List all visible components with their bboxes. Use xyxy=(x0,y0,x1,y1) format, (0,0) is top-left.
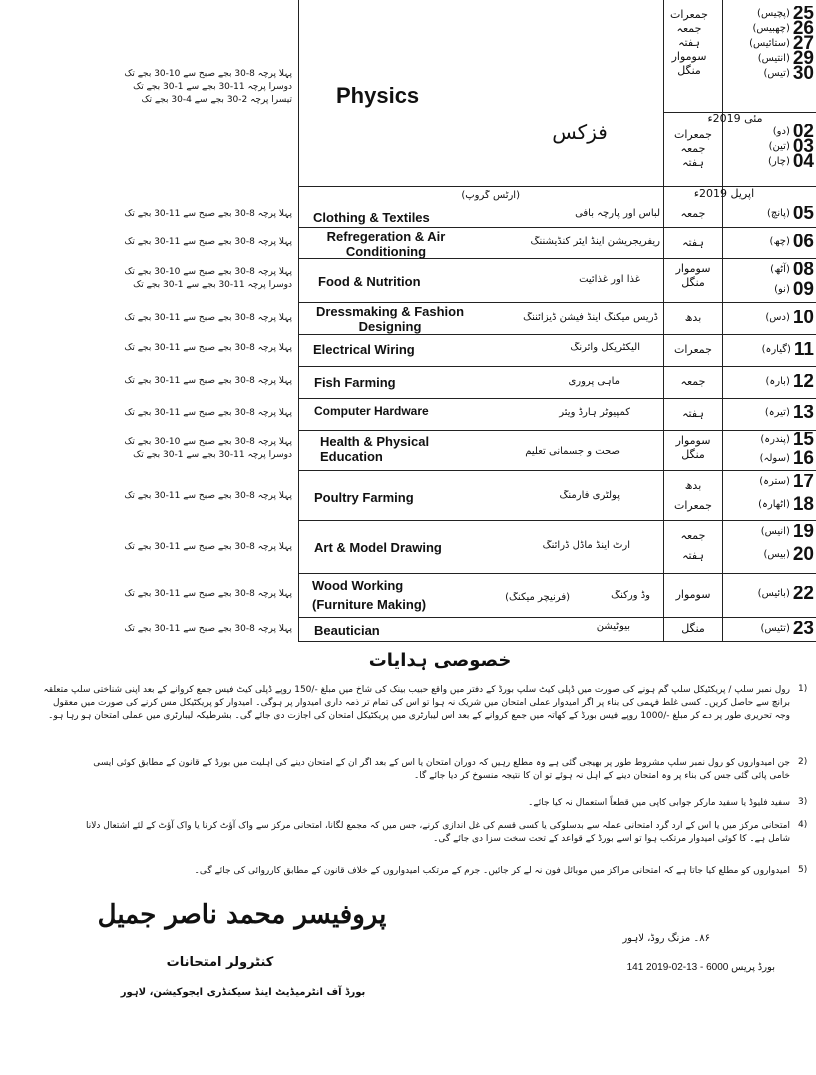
subject-en: Health & Physical Education xyxy=(320,434,430,464)
weekday: منگل xyxy=(677,64,701,77)
row-timing: پہلا پرچہ 8-30 بجے صبح سے 11-30 بجے تک xyxy=(124,589,292,599)
date-row xyxy=(722,374,814,389)
signatory-title: کنٹرولر امتحانات xyxy=(166,955,274,970)
row-timing: پہلا پرچہ 8-30 بجے صبح سے 11-30 بجے تک xyxy=(124,237,292,247)
subject-ur-note: (آرٹس گروپ) xyxy=(461,190,520,201)
row-timing: پہلا پرچہ 8-30 بجے صبح سے 11-30 بجے تک xyxy=(124,624,292,634)
date-word: (دو) xyxy=(772,126,790,137)
date-row xyxy=(722,278,814,297)
date-row xyxy=(722,621,814,636)
subject-en: Electrical Wiring xyxy=(313,342,415,357)
date-number: 26 xyxy=(792,17,814,39)
date-word: (انتیس) xyxy=(757,53,790,64)
date-number: 02 xyxy=(792,124,814,142)
row-timings xyxy=(60,266,292,292)
date-word: (چار) xyxy=(767,156,790,167)
date-row xyxy=(722,206,814,221)
subject-ur-note: (فرنیچر میکنگ) xyxy=(505,592,570,603)
weekday: ہفتہ xyxy=(678,36,700,49)
subject-en: Clothing & Textiles xyxy=(313,210,430,225)
date-pair xyxy=(722,262,814,297)
weekday: جمعرات xyxy=(674,343,712,356)
date-word: (آٹھ) xyxy=(770,264,790,275)
weekday: جمعہ xyxy=(680,375,706,388)
date-word: (پانچ) xyxy=(766,208,790,219)
date-number: 05 xyxy=(792,206,814,221)
row-timing: پہلا پرچہ 8-30 بجے صبح سے 11-30 بجے تک xyxy=(124,491,292,501)
date-word: (سترہ) xyxy=(759,476,790,487)
date-number: 19 xyxy=(792,524,814,542)
weekday: بدھ جمعرات xyxy=(674,479,712,512)
row-timings xyxy=(60,436,292,462)
time-paper-3: تیسرا پرچہ 2-30 بجے سے 4-30 بجے تک xyxy=(141,95,292,105)
weekday: جمعہ xyxy=(680,207,706,220)
physics-april-days xyxy=(664,8,714,78)
date-row xyxy=(722,405,814,420)
time-paper-2: دوسرا پرچہ 11-30 بجے سے 1-30 بجے تک xyxy=(133,280,292,290)
date-number: 30 xyxy=(792,62,814,81)
weekday: منگل xyxy=(681,622,705,635)
row-timing: پہلا پرچہ 8-30 بجے صبح سے 11-30 بجے تک xyxy=(124,313,292,323)
date-number: 23 xyxy=(792,621,814,636)
subject-ur: ماہی پروری xyxy=(568,376,620,387)
row-timing: پہلا پرچہ 8-30 بجے صبح سے 11-30 بجے تک xyxy=(124,408,292,418)
weekday: جمعرات xyxy=(674,128,712,141)
physics-timings xyxy=(60,68,292,107)
date-word: (تیرہ) xyxy=(764,407,790,418)
instruction-item: جن امیدواروں کو رول نمبر سلپ مشروط طور پر بھیجی گئی ہے وہ مطلع رہیں کہ دوران امتحان یا اس کے بعد اگر ان کے امتحان دینے کی اہلیت میں بورڈ کے قانون کے مطابق کوئی ایسی خامی پائی گئی جس کی بناء پر وہ امتحان دینے کے اہل نہ ہوئے تو ان کا نتیجہ منسوخ کر دیا جائے گا۔ xyxy=(93,758,790,781)
date-row xyxy=(722,447,814,466)
date-number: 03 xyxy=(792,135,814,157)
weekday: جمعہ xyxy=(676,22,702,35)
date-word: (اٹھارہ) xyxy=(758,499,790,510)
instruction-number: 2) xyxy=(798,757,808,767)
date-word: (پندرہ) xyxy=(760,434,790,445)
instructions-heading: خصوصی ہدایات xyxy=(368,650,512,671)
date-number: 04 xyxy=(792,150,814,169)
date-word: (سولہ) xyxy=(759,453,790,464)
date-number: 22 xyxy=(792,586,814,601)
date-number: 25 xyxy=(792,6,814,24)
row-timing: پہلا پرچہ 8-30 بجے صبح سے 11-30 بجے تک xyxy=(124,209,292,219)
date-row xyxy=(722,524,814,542)
date-word: (دس) xyxy=(765,312,790,323)
date-number: 09 xyxy=(792,278,814,297)
subject-ur: آرٹ اینڈ ماڈل ڈرائنگ xyxy=(542,540,630,551)
weekday: سوموار xyxy=(671,50,707,63)
date-word: (گیارہ) xyxy=(761,344,791,355)
date-number: 12 xyxy=(792,374,814,389)
row-timing: پہلا پرچہ 8-30 بجے صبح سے 11-30 بجے تک xyxy=(124,542,292,552)
instruction-item: امتحانی مرکز میں یا اس کے ارد گرد امتحانی عملہ سے بدسلوکی یا کسی قسم کی غل اندازی کرنے، جس میں کہ مجمع لگانا، امتحانی مرکز سے واک آؤٹ کرنا یا واک آؤٹ کے لئے اشتعال دلانا شامل ہے۔ کا کوئی امیدوار مرتکب ہوا تو اسے بورڈ کے قواعد کے تحت سخت سزا دی جائے گی۔ xyxy=(86,821,790,844)
date-row xyxy=(722,493,814,512)
subject-en: Fish Farming xyxy=(314,375,396,390)
subject-en: Computer Hardware xyxy=(314,404,429,418)
instruction-number: 3) xyxy=(798,797,808,807)
date-row xyxy=(722,586,814,601)
date-row xyxy=(722,474,814,492)
date-row xyxy=(722,342,814,357)
weekday: ہفتہ xyxy=(682,236,704,249)
date-number: 08 xyxy=(792,262,814,280)
date-number: 15 xyxy=(792,432,814,450)
date-pair xyxy=(722,524,814,562)
date-number: 16 xyxy=(792,447,814,466)
date-pair xyxy=(722,432,814,466)
instruction-item: رول نمبر سلپ / پریکٹیکل سلپ گم ہونے کی صورت میں ڈپلی کیٹ سلپ بورڈ کے دفتر میں واقع حبیب بینک کی شاخ میں مبلغ -/150 روپے ڈپلی کیٹ فیس جمع کروانے کے بعد اپنی شناختی سلپ متعلقہ برانچ سے حاصل کریں۔ کسی غلط فہمی کی بناء پر اگر امیدوار عملی امتحان میں شریک نہ ہوا تو اس کی تمام تر ذمہ داری امیدوار پر ہوگی۔ امیدوار کو پریکٹیکل مس کرنے کی صورت میں معقول وجہ تحریری طور پر دے کر مبلغ -/1000 روپے فیس بورڈ کے کھاتہ میں جمع کروانے کے بعد اس لیبارٹری میں پریکٹیکل امتحان کی اجازت دی جائے گی۔ بشرطیکہ لیبارٹری میں عملی امتحان ہو رہا ہو۔ xyxy=(43,685,790,721)
physics-may-days xyxy=(664,128,722,170)
date-row xyxy=(722,262,814,280)
row-timing: پہلا پرچہ 8-30 بجے صبح سے 11-30 بجے تک xyxy=(124,376,292,386)
date-pair xyxy=(722,474,814,512)
date-number: 13 xyxy=(792,405,814,420)
weekday: سوموار منگل xyxy=(675,262,711,289)
date-word: (تئیس) xyxy=(760,623,790,634)
time-paper-1: پہلا پرچہ 8-30 بجے صبح سے 10-30 بجے تک xyxy=(124,267,292,277)
print-info: 141 بورڈ پریس 6000 - 13-02-2019 xyxy=(626,962,775,973)
date-word: (تین) xyxy=(768,141,790,152)
date-word: (بارہ) xyxy=(765,376,790,387)
month-may-2019: مئی 2019ء xyxy=(707,112,763,125)
subject-en: Art & Model Drawing xyxy=(314,540,442,555)
date-number: 29 xyxy=(792,47,814,69)
subject-ur: صحت و جسمانی تعلیم xyxy=(525,446,620,457)
date-number: 27 xyxy=(792,32,814,54)
date-word: (ستائیس) xyxy=(749,38,790,49)
date-word: (نو) xyxy=(774,284,790,295)
instruction-item: امیدواروں کو مطلع کیا جاتا ہے کہ امتحانی مراکز میں موبائل فون نہ لے کر جائیں۔ جرم کے مرتکب امیدواروں کے خلاف قانون کے مطابق کارروائی کی جائے گی۔ xyxy=(194,866,790,876)
physics-may-dates xyxy=(722,124,814,169)
subject-ur: وڈ ورکنگ xyxy=(611,590,650,601)
instruction-number: 1) xyxy=(798,684,808,694)
board-name: بورڈ آف انٹرمیڈیٹ اینڈ سیکنڈری ایجوکیشن، لاہور xyxy=(120,987,366,998)
date-word: (تیس) xyxy=(763,68,790,79)
instruction-item: سفید فلیوڈ یا سفید مارکر جوابی کاپی میں قطعاً استعمال نہ کیا جائے۔ xyxy=(528,798,790,808)
date-row xyxy=(722,150,814,169)
subject-en: Refregeration & Air Conditioning xyxy=(326,229,446,259)
subject-ur: لباس اور پارچہ بافی xyxy=(575,208,660,219)
date-word: (چھ) xyxy=(769,236,790,247)
date-word: (انیس) xyxy=(760,526,790,537)
date-row xyxy=(722,543,814,562)
subject-en: Dressmaking & Fashion Designing xyxy=(315,304,465,334)
instruction-number: 5) xyxy=(798,865,808,875)
subject-ur: ڈریس میکنگ اینڈ فیشن ڈیزائننگ xyxy=(523,312,658,323)
date-word: (پچیس) xyxy=(757,8,790,19)
weekday: سوموار xyxy=(675,588,711,601)
time-paper-2: دوسرا پرچہ 11-30 بجے سے 1-30 بجے تک xyxy=(133,82,292,92)
date-word: (چھبیس) xyxy=(752,23,790,34)
instruction-number: 4) xyxy=(798,820,808,830)
date-number: 10 xyxy=(792,310,814,325)
time-paper-1: پہلا پرچہ 8-30 بجے صبح سے 10-30 بجے تک xyxy=(124,437,292,447)
subject-en: Poultry Farming xyxy=(314,490,414,505)
weekday: ہفتہ xyxy=(682,407,704,420)
date-row xyxy=(722,234,814,249)
date-number: 11 xyxy=(793,342,814,357)
month-april-2019: اپریل 2019ء xyxy=(693,187,755,200)
time-paper-2: دوسرا پرچہ 11-30 بجے سے 1-30 بجے تک xyxy=(133,450,292,460)
date-word: (بائیس) xyxy=(757,588,790,599)
date-row xyxy=(722,432,814,450)
subject-ur: ریفریجریشن اینڈ ایئر کنڈیشننگ xyxy=(530,236,660,247)
subject-ur: غذا اور غذائیت xyxy=(579,274,640,285)
date-number: 06 xyxy=(792,234,814,249)
weekday: ہفتہ xyxy=(682,156,704,169)
weekday: جمعہ ہفتہ xyxy=(680,529,706,562)
subject-ur: کمپیوٹر ہارڈ ویئر xyxy=(559,407,630,418)
date-number: 17 xyxy=(792,474,814,492)
weekday: جمعرات xyxy=(670,8,708,21)
weekday: سوموار منگل xyxy=(675,434,711,461)
date-number: 20 xyxy=(792,543,814,562)
date-number: 18 xyxy=(792,493,814,512)
weekday: بدھ xyxy=(684,311,702,324)
address: ۸۶۔ مزنگ روڈ، لاہور xyxy=(622,933,710,944)
weekday: جمعہ xyxy=(680,142,706,155)
subject-ur: پولٹری فارمنگ xyxy=(559,490,620,501)
subject-en: Wood Working (Furniture Making) xyxy=(312,578,427,612)
signatory-name: پروفیسر محمد ناصر جمیل xyxy=(97,900,387,930)
date-row xyxy=(722,310,814,325)
date-word: (بیس) xyxy=(763,549,790,560)
subject-en: Food & Nutrition xyxy=(318,274,421,289)
subject-en: Beautician xyxy=(314,623,380,638)
subject-ur: بیوٹیشن xyxy=(596,621,630,632)
subject-ur: الیکٹریکل وائرنگ xyxy=(570,342,640,353)
row-timing: پہلا پرچہ 8-30 بجے صبح سے 11-30 بجے تک xyxy=(124,343,292,353)
subject-en-physics: Physics xyxy=(336,84,420,108)
subject-ur-physics: فزکس xyxy=(552,120,608,144)
time-paper-1: پہلا پرچہ 8-30 بجے صبح سے 10-30 بجے تک xyxy=(124,69,292,79)
